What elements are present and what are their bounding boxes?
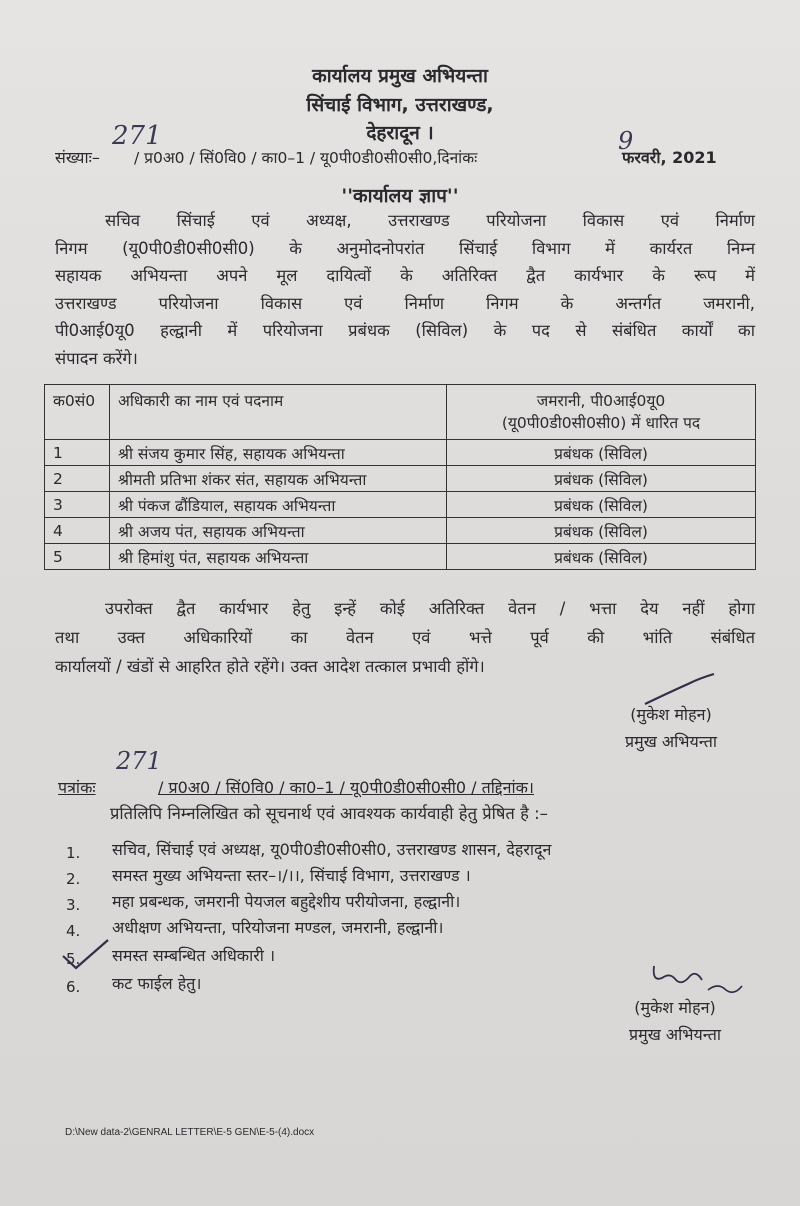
signatory-designation: प्रमुख अभियन्ता	[625, 732, 717, 751]
header-post-line1: जमरानी, पी0आई0यू0	[536, 392, 666, 410]
reference-month-year: फरवरी, 2021	[622, 148, 717, 167]
copy-reference-text: / प्र0अ0 / सिं0वि0 / का0–1 / यू0पी0डी0सी0सी0 / तद्दिनांक।	[158, 778, 534, 797]
paragraph-line: पी0आई0यू0 हल्द्वानी में परियोजना प्रबंधक (सिविल) के पद से संबंधित कार्यों का	[55, 321, 755, 340]
row-name: श्री पंकज ढौंडियाल, सहायक अभियन्ता	[110, 492, 447, 518]
memo-title: ''कार्यालय ज्ञाप''	[341, 185, 459, 207]
location-title: देहरादून ।	[366, 122, 434, 144]
header-name: अधिकारी का नाम एवं पदनाम	[110, 385, 447, 440]
copy-item-number: 1.	[66, 844, 81, 862]
header-post	[447, 385, 756, 440]
copy-item-number: 5.	[66, 950, 81, 968]
department-title: सिंचाई विभाग, उत्तराखण्ड,	[306, 94, 494, 116]
copy-item-text: समस्त सम्बन्धित अधिकारी ।	[112, 946, 276, 965]
row-post: प्रबंधक (सिविल)	[447, 518, 756, 544]
signature-1	[606, 703, 736, 752]
signature-2	[610, 996, 740, 1045]
paragraph-line: उपरोक्त द्वैत कार्यभार हेतु इन्हें कोई अतिरिक्त वेतन / भत्ता देय नहीं होगा	[105, 599, 755, 618]
file-path: D:\New data-2\GENRAL LETTER\E-5 GEN\E-5-(4).docx	[65, 1127, 315, 1138]
paragraph-line: तथा उक्त अधिकारियों का वेतन एवं भत्ते पूर्व की भांति संबंधित	[55, 628, 755, 647]
paragraph-line: कार्यालयों / खंडों से आहरित होते रहेंगे। उक्त आदेश तत्काल प्रभावी होंगे।	[55, 657, 485, 676]
reference-text: / प्र0अ0 / सिं0वि0 / का0–1 / यू0पी0डी0सी0सी0,दिनांकः	[134, 149, 478, 167]
handwritten-date-day: 9	[618, 127, 634, 155]
reference-prefix: संख्याः–	[55, 148, 100, 167]
table-row	[45, 440, 756, 466]
table-row	[45, 518, 756, 544]
header-sno: क0सं0	[45, 385, 110, 440]
copy-item-number: 4.	[66, 922, 81, 940]
row-sno: 3	[45, 492, 110, 518]
copy-item-number: 3.	[66, 896, 81, 914]
row-post: प्रबंधक (सिविल)	[447, 544, 756, 570]
row-post: प्रबंधक (सिविल)	[447, 466, 756, 492]
handwritten-copy-number: 271	[116, 747, 162, 775]
signatory-name: (मुकेश मोहन)	[634, 998, 716, 1017]
row-post: प्रबंधक (सिविल)	[447, 492, 756, 518]
row-name: श्री अजय पंत, सहायक अभियन्ता	[110, 518, 447, 544]
handwritten-reference-number: 271	[112, 121, 162, 151]
signatory-name: (मुकेश मोहन)	[630, 705, 712, 724]
table-header-row	[45, 385, 756, 440]
copy-item-number: 6.	[66, 978, 81, 996]
table-row	[45, 492, 756, 518]
paragraph-line: उत्तराखण्ड परियोजना विकास एवं निर्माण निगम के अन्तर्गत जमरानी,	[55, 293, 755, 313]
signatory-designation: प्रमुख अभियन्ता	[629, 1025, 721, 1044]
copy-reference-prefix: पत्रांकः	[58, 778, 96, 797]
copy-item-number: 2.	[66, 870, 81, 888]
header-post-line2: (यू0पी0डी0सी0सी0) में धारित पद	[501, 414, 701, 432]
table-row	[45, 544, 756, 570]
copy-item-text: सचिव, सिंचाई एवं अध्यक्ष, यू0पी0डी0सी0सी0, उत्तराखण्ड शासन, देहरादून	[112, 840, 552, 859]
copy-item-text: कट फाईल हेतु।	[112, 974, 202, 993]
paragraph-line: सचिव सिंचाई एवं अध्यक्ष, उत्तराखण्ड परियोजना विकास एवं निर्माण	[105, 211, 755, 230]
office-title: कार्यालय प्रमुख अभियन्ता	[312, 65, 488, 87]
row-sno: 1	[45, 440, 110, 466]
row-sno: 4	[45, 518, 110, 544]
copy-item-text: महा प्रबन्धक, जमरानी पेयजल बहुद्देशीय परीयोजना, हल्द्वानी।	[112, 892, 461, 911]
copy-item-text: समस्त मुख्य अभियन्ता स्तर–।/।।, सिंचाई विभाग, उत्तराखण्ड ।	[112, 866, 471, 885]
paragraph-line: सहायक अभियन्ता अपने मूल दायित्वों के अतिरिक्त द्वैत कार्यभार के रूप में	[55, 266, 755, 285]
row-sno: 2	[45, 466, 110, 492]
copy-item-text: अधीक्षण अभियन्ता, परियोजना मण्डल, जमरानी, हल्द्वानी।	[112, 918, 444, 937]
row-name: श्री संजय कुमार सिंह, सहायक अभियन्ता	[110, 440, 447, 466]
table-row	[45, 466, 756, 492]
row-name: श्रीमती प्रतिभा शंकर संत, सहायक अभियन्ता	[110, 466, 447, 492]
memo-paragraph-1	[55, 207, 755, 372]
memo-paragraph-2	[55, 594, 755, 681]
tick-mark-icon	[60, 936, 112, 972]
copy-intro: प्रतिलिपि निम्नलिखित को सूचनार्थ एवं आवश्यक कार्यवाही हेतु प्रेषित है :–	[110, 804, 548, 823]
officers-table	[44, 384, 756, 570]
row-post: प्रबंधक (सिविल)	[447, 440, 756, 466]
paragraph-line: निगम (यू0पी0डी0सी0सी0) के अनुमोदनोपरांत सिंचाई विभाग में कार्यरत निम्न	[55, 238, 755, 258]
paragraph-line: संपादन करेंगे।	[55, 348, 138, 368]
row-name: श्री हिमांशु पंत, सहायक अभियन्ता	[110, 544, 447, 570]
row-sno: 5	[45, 544, 110, 570]
